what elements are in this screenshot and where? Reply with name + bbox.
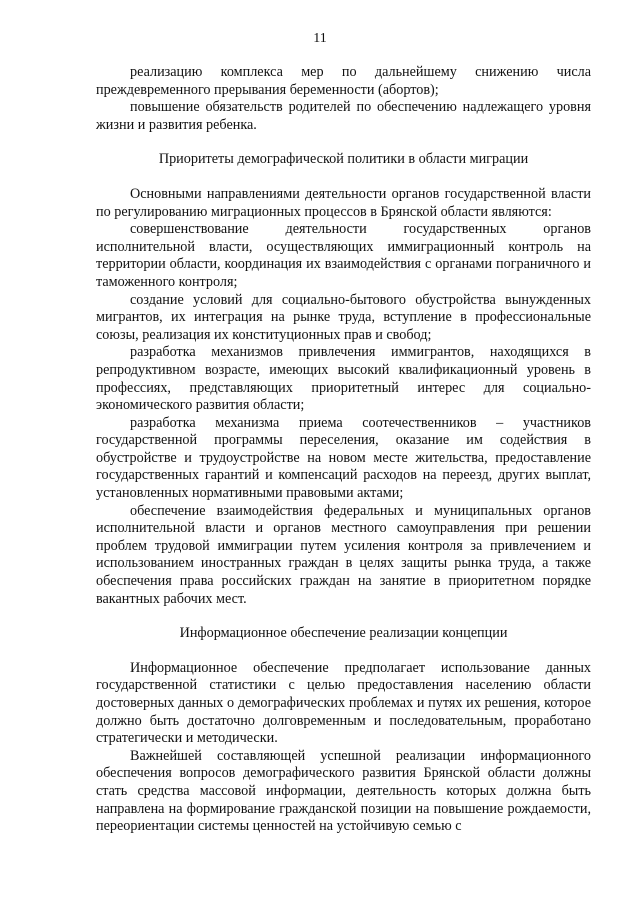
section-heading-migration: Приоритеты демографической политики в области миграции [158,151,529,168]
document-body [96,64,591,836]
paragraph-compatriots-program: разработка механизма приема соотечественников – участников государственной программы переселения, оказание им содействия в обустройстве и трудоустройстве на новом месте жительства, предоставление государственных гарантий и компенсаций расходов на переезд, других выплат, установленных нормативными правовыми актами; [96,414,591,502]
paragraph-labor-immigration: обеспечение взаимодействия федеральных и муниципальных органов исполнительной власти и органов местного самоуправления при решении проблем трудовой иммиграции путем усиления контроля за привлечением и использованием иностранных граждан в целях защиты рынка труда, а также обеспечения права российских граждан на занятие в приоритетном порядке вакантных рабочих мест. [96,502,591,607]
paragraph-migration-directions: Основными направлениями деятельности органов государственной власти по регулированию миграционных процессов в Брянской области являются: [96,185,591,220]
paragraph-mass-media: Важнейшей составляющей успешной реализации информационного обеспечения вопросов демографического развития Брянской области должны стать средства массовой информации, деятельность которых должна быть направлена на формирование гражданской позиции на повышение рождаемости, переориентации системы ценностей на устойчивую семью с [96,747,591,835]
section-heading-information-support: Информационное обеспечение реализации концепции [179,625,508,642]
paragraph-parental-obligations: повышение обязательств родителей по обеспечению надлежащего уровня жизни и развития ребенка. [96,99,591,133]
page-number: 11 [313,31,327,46]
paragraph-statistics-use: Информационное обеспечение предполагает использование данных государственной статистики с целью предоставления населению области достоверных данных о демографических проблемах и путях их решения, которое должно быть достаточно долговременным и последовательным, проработано стратегически и методически. [96,659,591,747]
paragraph-abortion-reduction: реализацию комплекса мер по дальнейшему снижению числа преждевременного прерывания беременности (абортов); [96,64,591,98]
paragraph-attracting-immigrants: разработка механизмов привлечения иммигрантов, находящихся в репродуктивном возрасте, имеющих высокий квалификационный уровень в профессиях, представляющих приоритетный интерес для социально-экономического развития области; [96,344,591,414]
paragraph-immigration-control: совершенствование деятельности государственных органов исполнительной власти, осуществляющих иммиграционный контроль на территории области, координация их взаимодействия с органами пограничного и таможенного контроля; [96,221,591,290]
paragraph-forced-migrants: создание условий для социально-бытового обустройства вынужденных мигрантов, их интеграция на рынке труда, вступление в профессиональные союзы, реализация их конституционных прав и свобод; [96,291,591,343]
